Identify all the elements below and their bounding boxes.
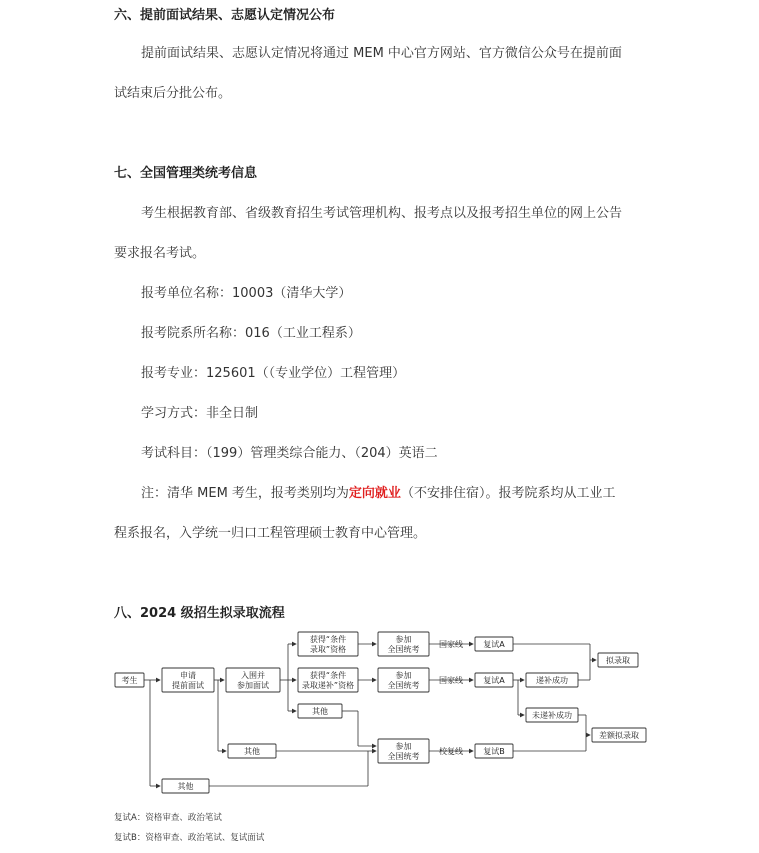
label-enter-2: 参加面试 (237, 681, 269, 690)
section-7-heading: 七、全国管理类统考信息 (114, 166, 258, 181)
section-6-heading: 六、提前面试结果、志愿认定情况公布 (114, 8, 336, 23)
label-diff-admit: 差额拟录取 (599, 731, 639, 740)
note-text-a: 注：清华 MEM 考生，报考类别均为 (141, 486, 349, 501)
label-other-mid: 其他 (244, 747, 260, 756)
label-exam-b-2: 全国统考 (387, 681, 420, 690)
section-8-heading: 八、2024 级招生拟录取流程 (114, 606, 285, 621)
note-highlight: 定向就业 (348, 486, 401, 501)
label-admit: 拟录取 (606, 656, 630, 665)
label-exam-b-1: 参加 (395, 671, 412, 680)
label-enter-1: 入围并 (241, 671, 265, 680)
legend-retest-a: 复试A：资格审查、政治笔试 (114, 813, 222, 823)
apply-major: 报考专业：125601（（专业学位）工程管理） (141, 366, 406, 381)
label-national-line-a: 国家线 (439, 640, 463, 649)
label-apply-2: 提前面试 (172, 681, 204, 690)
label-other-bottom: 其他 (177, 782, 194, 791)
label-exam-a-2: 全国统考 (387, 645, 420, 654)
note-line-2: 程系报名，入学统一归口工程管理硕士教育中心管理。 (114, 526, 427, 541)
label-retest-b: 复试B (483, 747, 505, 756)
label-national-line-b: 国家线 (439, 676, 463, 685)
exam-subjects: 考试科目：（199）管理类综合能力、（204）英语二 (141, 446, 438, 461)
note-text-b: （不安排住宿）。报考院系均从工业工 (400, 486, 616, 501)
label-candidate: 考生 (121, 676, 138, 685)
section-7-intro-2: 要求报名考试。 (114, 246, 206, 261)
section-6-line-2: 试结束后分批公布。 (114, 86, 232, 101)
label-retest-a-top: 复试A (483, 640, 505, 649)
label-cond-sup-1: 获得“条件 (309, 671, 347, 680)
label-exam-c-1: 参加 (395, 742, 412, 751)
label-apply-1: 申请 (180, 671, 196, 680)
label-exam-a-1: 参加 (395, 635, 412, 644)
label-exam-c-2: 全国统考 (387, 752, 420, 761)
label-other-top: 其他 (312, 707, 328, 716)
label-sup-fail: 未递补成功 (532, 711, 572, 720)
label-cond-2: 录取”资格 (309, 645, 347, 654)
section-7-intro-1: 考生根据教育部、省级教育招生考试管理机构、报考点以及报考招生单位的网上公告 (141, 206, 623, 221)
apply-department: 报考院系所名称：016（工业工程系） (141, 326, 361, 341)
label-sup-success: 递补成功 (536, 676, 568, 685)
label-cond-sup-2: 录取递补”资格 (301, 681, 355, 690)
label-retest-a-mid: 复试A (483, 676, 505, 685)
label-school-line: 校复线 (439, 747, 463, 756)
study-mode: 学习方式：非全日制 (141, 406, 259, 421)
label-cond-1: 获得“条件 (309, 635, 347, 644)
legend-retest-b: 复试B：资格审查、政治笔试、复试面试 (114, 833, 265, 843)
apply-unit: 报考单位名称：10003（清华大学） (141, 286, 352, 301)
section-6-line-1: 提前面试结果、志愿认定情况将通过 MEM 中心官方网站、官方微信公众号在提前面 (141, 46, 622, 61)
